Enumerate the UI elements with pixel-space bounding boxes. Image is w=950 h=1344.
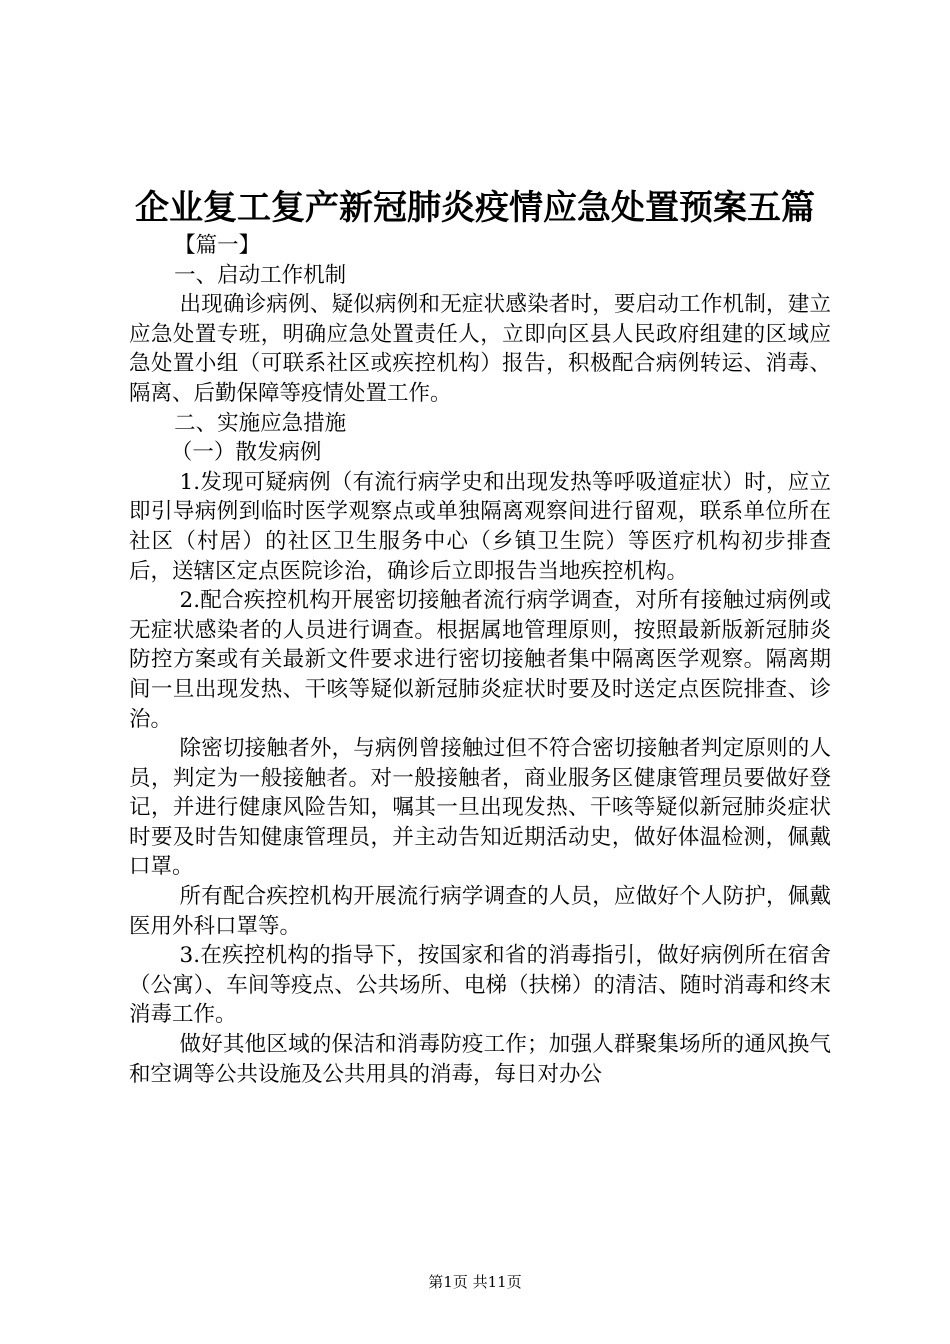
heading-start-mechanism: 一、启动工作机制 bbox=[174, 262, 347, 288]
paragraph-start-mechanism: 出现确诊病例、疑似病例和无症状感染者时，要启动工作机制，建立应急处置专班，明确应急处置责任人，立即向区县人民政府组建的区域应急处置小组（可联系社区或疾控机构）报告，积极配合病例转运、消毒、隔离、后勤保障等疫情处置工作。 bbox=[129, 292, 831, 406]
paragraph-other-areas: 做好其他区域的保洁和消毒防疫工作；加强人群聚集场所的通风换气和空调等公共设施及公共用具的消毒，每日对办公 bbox=[129, 1032, 831, 1087]
section-marker: 【篇一】 bbox=[174, 233, 261, 258]
item-disinfection: 3.在疾控机构的指导下，按国家和省的消毒指引，做好病例所在宿舍（公寓）、车间等疫点、公共场所、电梯（扶梯）的清洁、随时消毒和终末消毒工作。 bbox=[129, 943, 831, 1028]
document-title: 企业复工复产新冠肺炎疫情应急处置预案五篇 bbox=[135, 188, 815, 228]
paragraph-general-contacts: 除密切接触者外，与病例曾接触过但不符合密切接触者判定原则的人员，判定为一般接触者。对一般接触者，商业服务区健康管理员要做好登记，并进行健康风险告知，嘱其一旦出现发热、干咳等疑似新冠肺炎症状时要及时告知健康管理员，并主动告知近期活动史，做好体温检测，佩戴口罩。 bbox=[129, 736, 831, 880]
item-contact-investigation: 2.配合疾控机构开展密切接触者流行病学调查，对所有接触过病例或无症状感染者的人员进行调查。根据属地管理原则，按照最新版新冠肺炎防控方案或有关最新文件要求进行密切接触者集中隔离医学观察。隔离期间一旦出现发热、干咳等疑似新冠肺炎症状时要及时送定点医院排查、诊治。 bbox=[129, 588, 831, 732]
page-footer: 第1页 共11页 bbox=[428, 1273, 522, 1291]
item-suspected-case: 1.发现可疑病例（有流行病学史和出现发热等呼吸道症状）时，应立即引导病例到临时医学观察点或单独隔离观察间进行留观，联系单位所在社区（村居）的社区卫生服务中心（乡镇卫生院）等医疗机构初步排查后，送辖区定点医院诊治，确诊后立即报告当地疾控机构。 bbox=[129, 469, 831, 584]
paragraph-investigator-protection: 所有配合疾控机构开展流行病学调查的人员，应做好个人防护，佩戴医用外科口罩等。 bbox=[129, 884, 831, 939]
document-body bbox=[129, 231, 831, 1089]
heading-emergency-measures: 二、实施应急措施 bbox=[174, 410, 347, 436]
subheading-sporadic-cases: （一）散发病例 bbox=[170, 440, 322, 466]
